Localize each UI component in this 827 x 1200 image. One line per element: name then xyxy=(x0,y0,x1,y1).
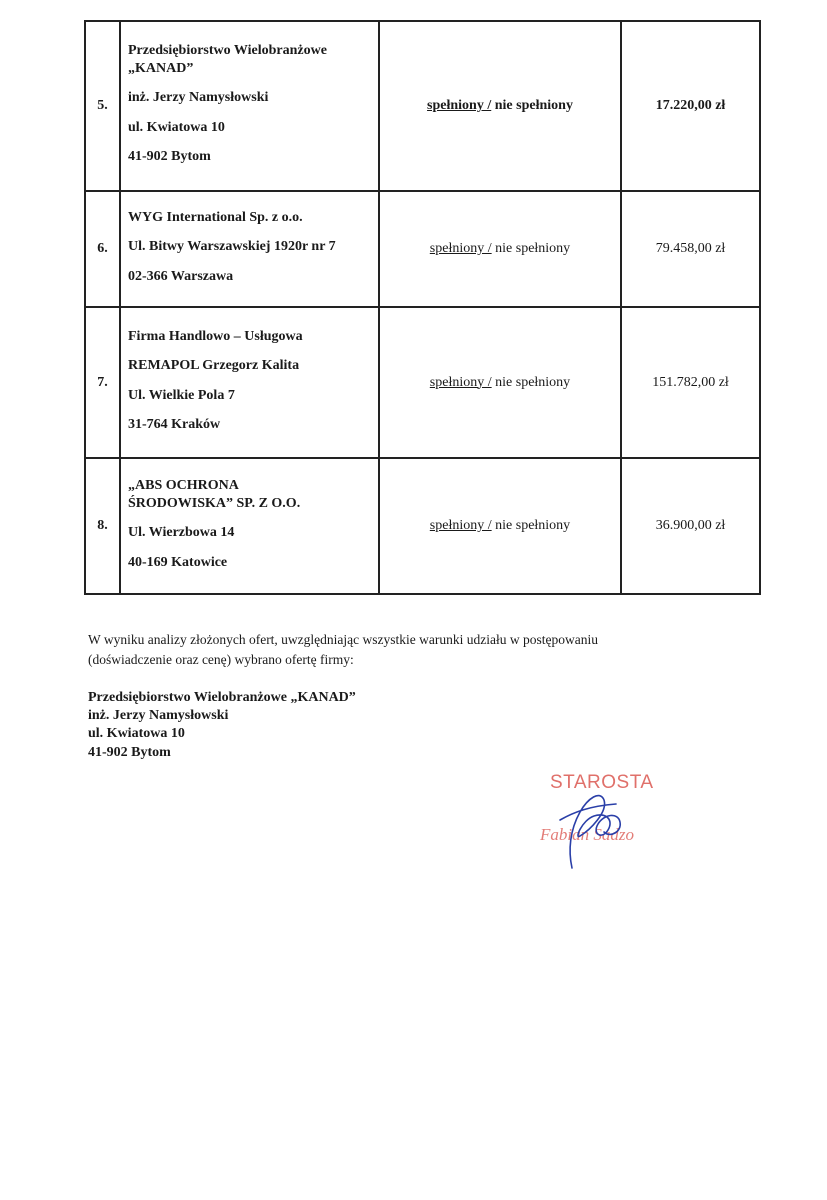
company-line: 41-902 Bytom xyxy=(128,149,211,165)
signature-stamp xyxy=(530,760,690,880)
selected-offer xyxy=(88,689,356,762)
table-row xyxy=(85,458,760,594)
company-line: 40-169 Katowice xyxy=(128,554,228,570)
offer-condition xyxy=(379,458,621,594)
offer-condition xyxy=(379,21,621,191)
selected-company-city: 41-902 Bytom xyxy=(88,744,171,760)
status-not-met: nie spełniony xyxy=(491,518,571,533)
offer-company xyxy=(120,307,379,458)
status-met: spełniony / xyxy=(429,241,492,256)
offer-number: 5. xyxy=(85,21,120,191)
company-line: 02-366 Warszawa xyxy=(128,268,234,284)
company-line: Firma Handlowo – Usługowa xyxy=(128,328,303,344)
table-row xyxy=(85,191,760,307)
status-not-met: nie spełniony xyxy=(491,241,571,256)
offers-table xyxy=(84,20,761,595)
offer-company xyxy=(120,191,379,307)
offer-number: 7. xyxy=(85,307,120,458)
table-row xyxy=(85,21,760,191)
stamp-name: Fabian Sadzo xyxy=(540,825,634,844)
company-line: Ul. Wielkie Pola 7 xyxy=(128,387,235,403)
summary-paragraph xyxy=(88,630,738,671)
offer-company xyxy=(120,458,379,594)
status-not-met: nie spełniony xyxy=(491,98,573,113)
status-met: spełniony / xyxy=(429,374,492,390)
company-line: Ul. Wierzbowa 14 xyxy=(128,525,235,540)
stamp-title: STAROSTA xyxy=(550,772,654,793)
offer-price: 36.900,00 zł xyxy=(621,458,760,594)
summary-line: W wyniku analizy złożonych ofert, uwzględniając wszystkie warunki udziału w postępowaniu xyxy=(88,632,598,647)
status-not-met: nie spełniony xyxy=(491,374,571,390)
offer-condition xyxy=(379,191,621,307)
status-met: spełniony / xyxy=(429,518,492,533)
status-met: spełniony / xyxy=(427,98,492,113)
offer-price: 151.782,00 zł xyxy=(621,307,760,458)
selected-company-owner: inż. Jerzy Namysłowski xyxy=(88,708,229,724)
offer-company xyxy=(120,21,379,191)
company-line: „ABS OCHRONA xyxy=(128,478,239,493)
company-line: 31-764 Kraków xyxy=(128,417,221,432)
company-line: REMAPOL Grzegorz Kalita xyxy=(128,358,300,373)
selected-company-name: Przedsiębiorstwo Wielobranżowe „KANAD” xyxy=(88,690,356,705)
table-row xyxy=(85,307,760,458)
company-line: Przedsiębiorstwo Wielobranżowe xyxy=(128,43,327,59)
company-line: „KANAD” xyxy=(128,60,194,76)
summary-line: (doświadczenie oraz cenę) wybrano ofertę firmy: xyxy=(88,652,354,668)
company-line: WYG International Sp. z o.o. xyxy=(128,209,303,225)
company-line: Ul. Bitwy Warszawskiej 1920r nr 7 xyxy=(128,239,336,255)
offer-price: 17.220,00 zł xyxy=(621,21,760,191)
offer-condition xyxy=(379,307,621,458)
offer-number: 8. xyxy=(85,458,120,594)
selected-company-street: ul. Kwiatowa 10 xyxy=(88,726,185,742)
company-line: inż. Jerzy Namysłowski xyxy=(128,90,269,106)
offer-price: 79.458,00 zł xyxy=(621,191,760,307)
offer-number: 6. xyxy=(85,191,120,307)
company-line: ŚRODOWISKA” SP. Z O.O. xyxy=(128,495,301,511)
company-line: ul. Kwiatowa 10 xyxy=(128,119,225,135)
